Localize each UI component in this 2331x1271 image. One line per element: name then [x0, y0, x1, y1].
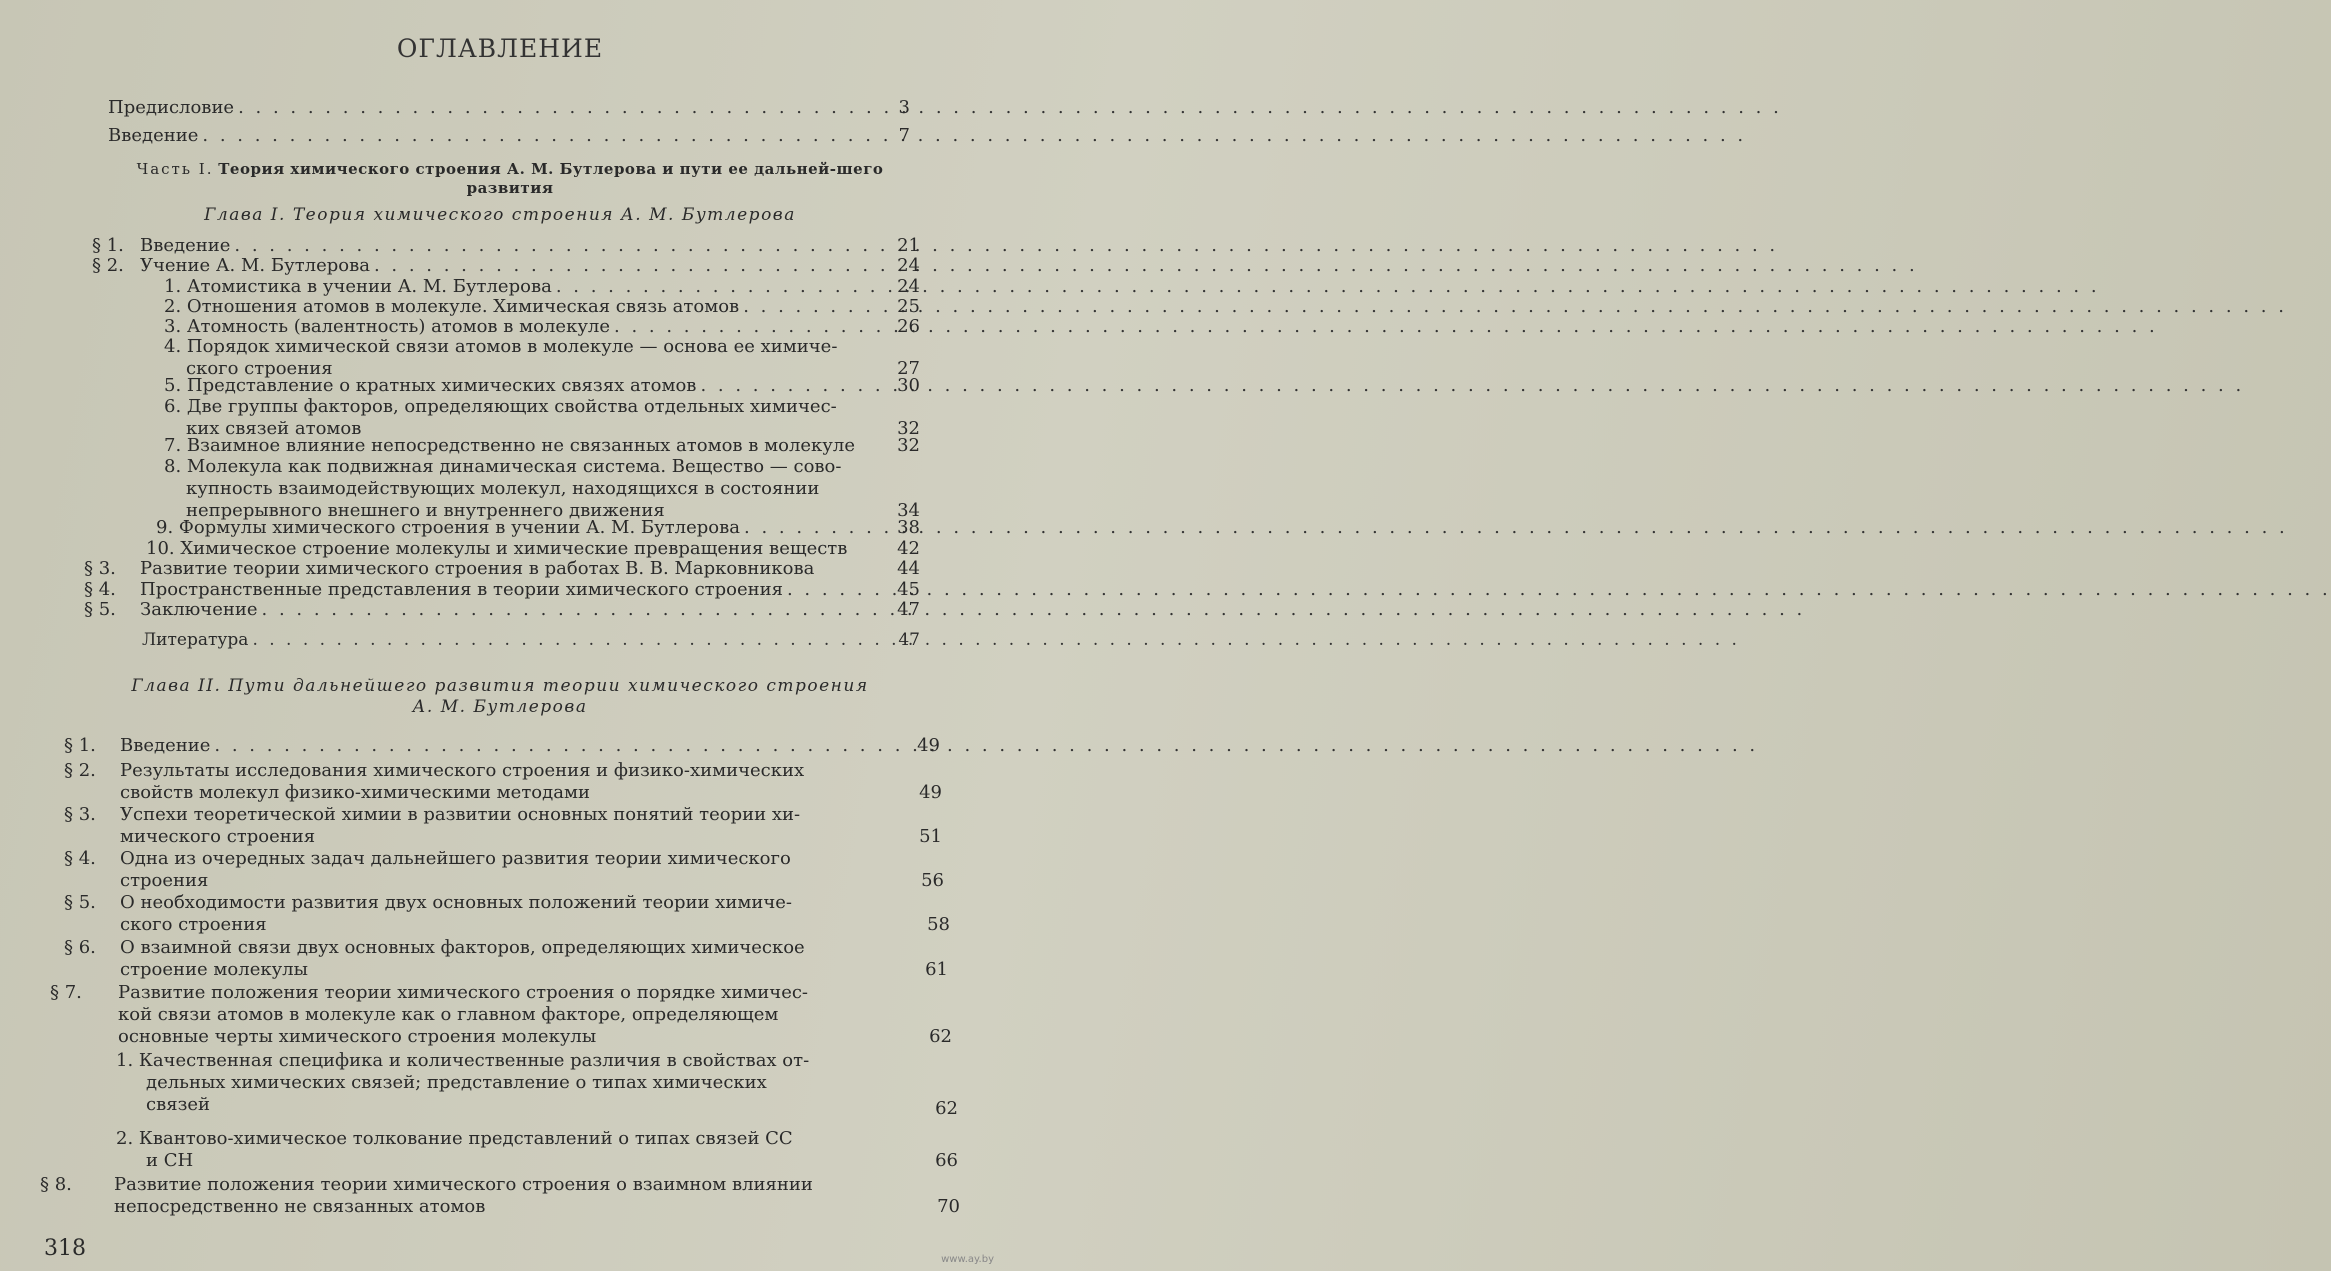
toc-label-line: 1. Качественная специфика и количественные различия в свойствах от-	[116, 1050, 810, 1071]
section-number: § 8.	[40, 1174, 72, 1195]
leader-dots	[787, 580, 888, 600]
toc-label: Учение А. М. Бутлерова	[140, 255, 370, 276]
leader-dots	[700, 376, 888, 396]
toc-label-line: Развитие положения теории химического строения о взаимном влиянии	[114, 1174, 813, 1195]
toc-label: 5. Представление о кратных химических связях атомов	[164, 375, 697, 396]
toc-label: Введение	[108, 125, 199, 146]
toc-label: Введение	[140, 235, 231, 256]
toc-page: 3	[898, 97, 910, 118]
toc-page: 62	[935, 1098, 958, 1119]
toc-label-line: связей	[146, 1094, 211, 1115]
toc-subsection	[164, 436, 920, 456]
section-number: § 3.	[84, 558, 116, 579]
toc-page: 45	[897, 579, 920, 600]
toc-section	[84, 559, 920, 579]
toc-section	[92, 256, 920, 276]
toc-section	[92, 236, 920, 256]
toc-label-line: ких связей атомов	[186, 418, 362, 439]
toc-page: 47	[898, 630, 920, 650]
toc-section-multiline	[64, 848, 944, 892]
toc-page: 27	[897, 358, 920, 379]
toc-label: Заключение	[140, 599, 258, 620]
toc-page: 25	[897, 296, 920, 317]
toc-label-line: 8. Молекула как подвижная динамическая система. Вещество — сово-	[164, 456, 842, 477]
toc-page: 7	[898, 125, 910, 146]
toc-subsection-multiline	[116, 1128, 958, 1172]
section-number: § 3.	[64, 804, 96, 825]
toc-label-line: Успехи теоретической химии в развитии основных понятий теории хи-	[120, 804, 801, 825]
toc-label-line: непосредственно не связанных атомов	[114, 1196, 486, 1217]
toc-page: 30	[897, 375, 920, 396]
toc-page: 51	[919, 826, 942, 847]
toc-label-line: основные черты химического строения молекулы	[118, 1026, 597, 1047]
section-number: § 1.	[92, 235, 124, 256]
toc-entry-literature	[142, 630, 920, 650]
section-number: § 5.	[84, 599, 116, 620]
toc-subsection	[146, 539, 920, 559]
leader-dots	[202, 126, 878, 146]
toc-label-line: ского строения	[120, 914, 267, 935]
toc-section-multiline	[64, 804, 942, 848]
toc-label: Введение	[120, 735, 211, 756]
toc-page: 24	[897, 255, 920, 276]
toc-label-line: дельных химических связей; представление о типах химических	[146, 1072, 767, 1093]
toc-entry-preface	[108, 98, 910, 118]
toc-section-multiline	[64, 937, 948, 981]
toc-label: 3. Атомность (валентность) атомов в молекуле	[164, 316, 610, 337]
section-number: § 1.	[64, 735, 96, 756]
toc-label-line: О взаимной связи двух основных факторов, определяющих химическое	[120, 937, 805, 958]
toc-section-multiline	[40, 1174, 960, 1218]
toc-page: 66	[935, 1150, 958, 1171]
toc-label-line: 4. Порядок химической связи атомов в молекуле — основа ее химиче-	[164, 336, 838, 357]
toc-label: Развитие теории химического строения в работах В. В. Марковникова	[140, 558, 815, 579]
toc-page: 32	[897, 418, 920, 439]
toc-page: 44	[897, 558, 920, 579]
toc-page: 49	[919, 782, 942, 803]
toc-page: 24	[897, 276, 920, 297]
toc-label: Литература	[142, 630, 249, 650]
leader-dots	[262, 600, 888, 620]
toc-subsection	[156, 518, 920, 538]
section-number: § 4.	[84, 579, 116, 600]
toc-subsection	[164, 317, 920, 337]
toc-label-line: О необходимости развития двух основных положений теории химиче-	[120, 892, 792, 913]
toc-subsection	[164, 277, 920, 297]
toc-label: 10. Химическое строение молекулы и химические превращения веществ	[146, 538, 848, 559]
leader-dots	[614, 317, 888, 337]
toc-page: 70	[937, 1196, 960, 1217]
toc-page: 61	[925, 959, 948, 980]
toc-label-line: Одна из очередных задач дальнейшего развития теории химического	[120, 848, 791, 869]
toc-subsection-multiline	[116, 1050, 958, 1119]
toc-label: 1. Атомистика в учении А. М. Бутлерова	[164, 276, 552, 297]
leader-dots	[374, 256, 888, 276]
toc-label-line: 6. Две группы факторов, определяющих свойства отдельных химичес-	[164, 396, 837, 417]
toc-page: 49	[917, 735, 940, 756]
toc-page: 38	[897, 517, 920, 538]
toc-subsection	[164, 297, 920, 317]
toc-label: Предисловие	[108, 97, 235, 118]
toc-section	[84, 580, 920, 600]
toc-section-multiline	[64, 760, 942, 804]
toc-page: 62	[929, 1026, 952, 1047]
toc-label-line: непрерывного внешнего и внутреннего движения	[186, 500, 665, 521]
toc-label-line: и СН	[146, 1150, 194, 1171]
toc-page: 42	[897, 538, 920, 559]
part-heading	[100, 160, 920, 198]
toc-label: 7. Взаимное влияние непосредственно не связанных атомов в молекуле	[164, 435, 855, 456]
leader-dots	[234, 236, 888, 256]
chapter-1-title: Глава I. Теория химического строения А. М. Бутлерова	[204, 205, 796, 225]
toc-label: Пространственные представления в теории химического строения	[140, 579, 783, 600]
toc-label-line: строения	[120, 870, 209, 891]
toc-section-multiline	[64, 892, 950, 936]
toc-page: 32	[897, 435, 920, 456]
toc-subsection-multiline	[164, 456, 920, 522]
toc-section	[84, 600, 920, 620]
toc-subsection-multiline	[164, 336, 920, 380]
toc-label-line: мического строения	[120, 826, 316, 847]
watermark: www.ay.by	[941, 1254, 994, 1265]
section-number: § 7.	[50, 982, 82, 1003]
toc-page: 56	[921, 870, 944, 891]
chapter-2-title	[60, 676, 940, 718]
page-title: ОГЛАВЛЕНИЕ	[396, 34, 604, 63]
section-number: § 4.	[64, 848, 96, 869]
leader-dots	[238, 98, 878, 118]
toc-page: 58	[927, 914, 950, 935]
leader-dots	[743, 297, 888, 317]
toc-label: 9. Формулы химического строения в учении А. М. Бутлерова	[156, 517, 740, 538]
leader-dots	[744, 518, 888, 538]
section-number: § 6.	[64, 937, 96, 958]
part-title: Теория химического строения А. М. Бутлерова и пути ее дальней-шего развития	[218, 160, 884, 197]
toc-entry-introduction	[108, 126, 910, 146]
toc-subsection	[164, 376, 920, 396]
toc-page: 26	[897, 316, 920, 337]
toc-label-line: Результаты исследования химического строения и физико-химических	[120, 760, 805, 781]
toc-label-line: купность взаимодействующих молекул, находящихся в состоянии	[186, 478, 820, 499]
section-number: § 2.	[64, 760, 96, 781]
leader-dots	[252, 630, 888, 650]
section-number: § 2.	[92, 255, 124, 276]
chapter-2-title-line: А. М. Бутлерова	[412, 697, 588, 717]
toc-page: 47	[897, 599, 920, 620]
toc-label-line: кой связи атомов в молекуле как о главном факторе, определяющем	[118, 1004, 779, 1025]
toc-label: 2. Отношения атомов в молекуле. Химическая связь атомов	[164, 296, 740, 317]
section-number: § 5.	[64, 892, 96, 913]
toc-page: 21	[897, 235, 920, 256]
book-page	[0, 0, 1000, 1271]
leader-dots	[556, 277, 888, 297]
toc-label-line: строение молекулы	[120, 959, 308, 980]
toc-label-line: Развитие положения теории химического строения о порядке химичес-	[118, 982, 809, 1003]
toc-label-line: ского строения	[186, 358, 333, 379]
leader-dots	[214, 736, 908, 756]
toc-label-line: свойств молекул физико-химическими методами	[120, 782, 590, 803]
toc-page: 34	[897, 500, 920, 521]
toc-section-multiline	[50, 982, 952, 1048]
page-number: 318	[44, 1236, 86, 1261]
toc-section	[64, 736, 940, 756]
toc-subsection-multiline	[164, 396, 920, 440]
chapter-2-title-line: Глава II. Пути дальнейшего развития теории химического строения	[131, 676, 869, 696]
part-prefix: Часть I.	[136, 160, 214, 178]
toc-label-line: 2. Квантово-химическое толкование представлений о типах связей СС	[116, 1128, 793, 1149]
